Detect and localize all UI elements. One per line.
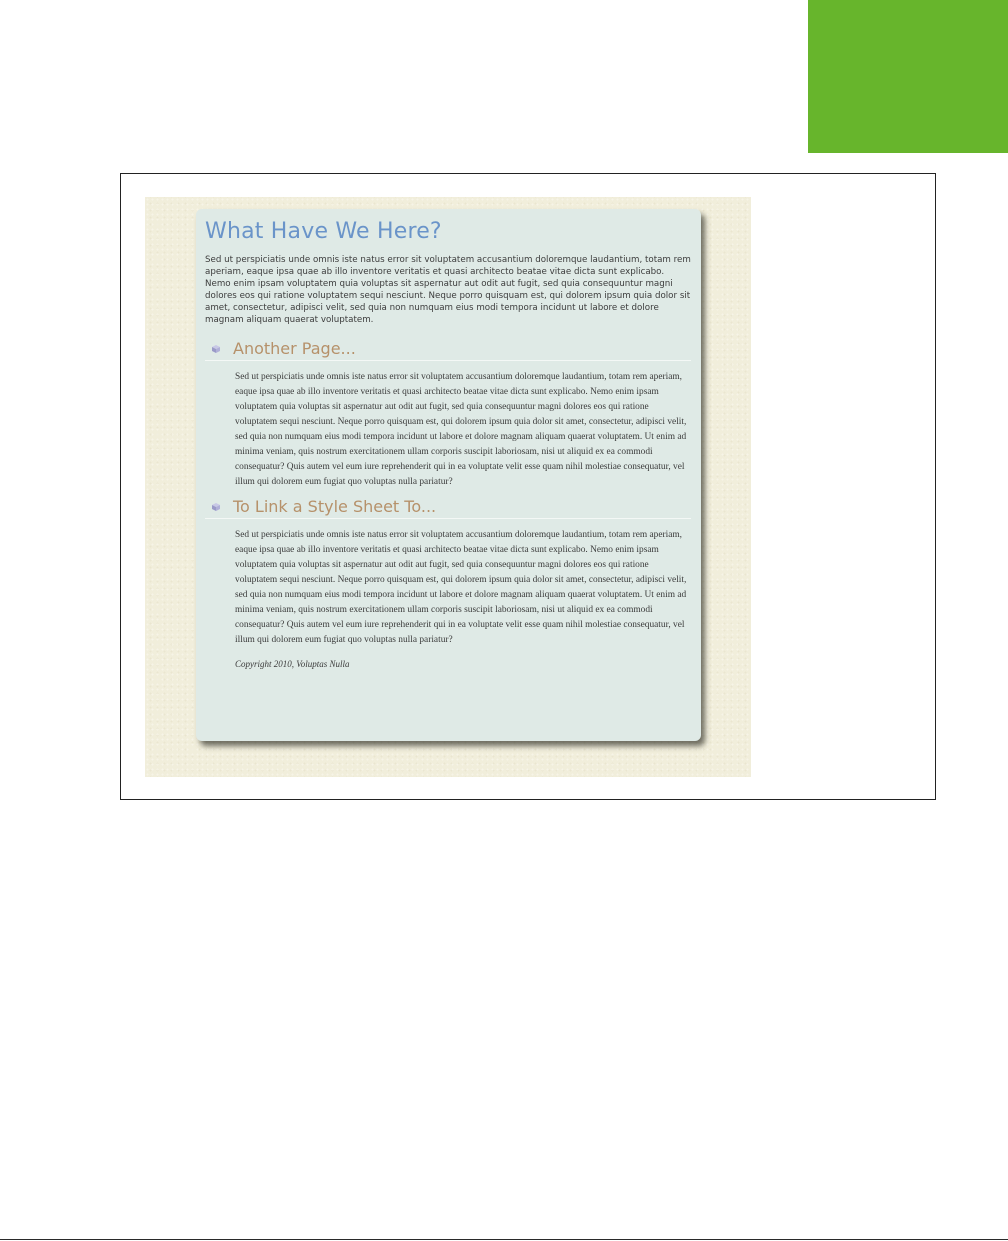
chapter-tab xyxy=(808,0,1008,153)
cube-bullet-icon xyxy=(211,502,221,512)
copyright-text: Copyright 2010, Voluptas Nulla xyxy=(235,658,350,669)
webpage-screenshot xyxy=(145,197,751,777)
figure-frame xyxy=(120,173,936,800)
section-heading-row xyxy=(205,338,691,361)
section-heading: To Link a Style Sheet To... xyxy=(233,496,437,516)
section-heading: Another Page... xyxy=(233,338,356,358)
page-title: What Have We Here? xyxy=(205,219,442,244)
section-link-style-sheet xyxy=(205,496,691,648)
section-heading-row xyxy=(205,496,691,519)
intro-paragraph: Sed ut perspiciatis unde omnis iste natus error sit voluptatem accusantium doloremque laudantium, totam rem aperiam, eaque ipsa quae ab illo inventore veritatis et quasi architecto beatae vitae dicta sunt explicabo. Nemo enim ipsam voluptatem quia voluptas sit aspernatur aut odit aut fugit, sed quia consequuntur magni dolores eos qui ratione voluptatem sequi nesciunt. Neque porro quisquam est, qui dolorem ipsum quia dolor sit amet, consectetur, adipisci velit, sed quia non numquam eius modi tempora incidunt ut labore et dolore magnam aliquam quaerat voluptatem. xyxy=(205,255,691,326)
page-bottom-rule xyxy=(0,1239,1008,1240)
section-another-page xyxy=(205,338,691,490)
cube-bullet-icon xyxy=(211,344,221,354)
section-body: Sed ut perspiciatis unde omnis iste natus error sit voluptatem accusantium doloremque laudantium, totam rem aperiam, eaque ipsa quae ab illo inventore veritatis et quasi architecto beatae vitae dicta sunt explicabo. Nemo enim ipsam voluptatem quia voluptas sit aspernatur aut odit aut fugit, sed quia consequuntur magni dolores eos qui ratione voluptatem sequi nesciunt. Neque porro quisquam est, qui dolorem ipsum quia dolor sit amet, consectetur, adipisci velit, sed quia non numquam eius modi tempora incidunt ut labore et dolore magnam aliquam quaerat voluptatem. Ut enim ad minima veniam, quis nostrum exercitationem ullam corporis suscipit laboriosam, nisi ut aliquid ex ea commodi consequatur? Quis autem vel eum iure reprehenderit qui in ea voluptate velit esse quam nihil molestiae consequatur, vel illum qui dolorem eum fugiat quo voluptas nulla pariatur? xyxy=(235,529,687,645)
section-body: Sed ut perspiciatis unde omnis iste natus error sit voluptatem accusantium doloremque laudantium, totam rem aperiam, eaque ipsa quae ab illo inventore veritatis et quasi architecto beatae vitae dicta sunt explicabo. Nemo enim ipsam voluptatem quia voluptas sit aspernatur aut odit aut fugit, sed quia consequuntur magni dolores eos qui ratione voluptatem sequi nesciunt. Neque porro quisquam est, qui dolorem ipsum quia dolor sit amet, consectetur, adipisci velit, sed quia non numquam eius modi tempora incidunt ut labore et dolore magnam aliquam quaerat voluptatem. Ut enim ad minima veniam, quis nostrum exercitationem ullam corporis suscipit laboriosam, nisi ut aliquid ex ea commodi consequatur? Quis autem vel eum iure reprehenderit qui in ea voluptate velit esse quam nihil molestiae consequatur, vel illum qui dolorem eum fugiat quo voluptas nulla pariatur? xyxy=(235,371,687,487)
content-card xyxy=(196,209,701,741)
